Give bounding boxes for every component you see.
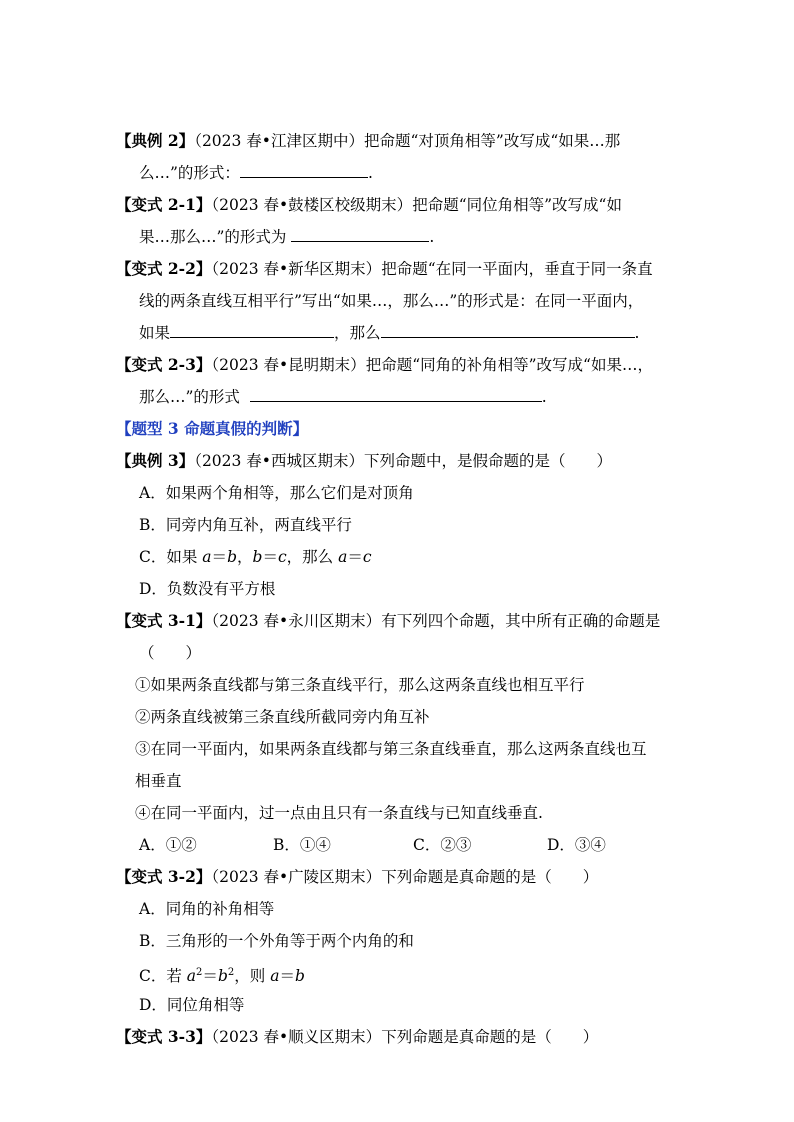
statement-4: ④在同一平面内，过一点由且只有一条直线与已知直线垂直. [135,804,543,822]
answer-blank-if[interactable] [170,322,334,338]
answer-blank[interactable] [240,162,368,178]
answer-blank[interactable] [250,386,542,402]
variant-3-2-option-a[interactable]: A．同角的补角相等 [139,900,275,918]
variant-3-1-tag: 【变式 3-1】 [116,611,212,630]
var-c: c [277,548,287,566]
example-3-source: （2023 春•西城区期末） [194,452,364,470]
variant-2-1-text: 把命题“同位角相等”改写成“如 [412,196,622,214]
var-b: b [227,548,237,566]
variant-2-2-source: （2023 春•新华区期末） [211,260,382,278]
equals: ＝ [211,548,228,566]
variant-2-1-line-1 [116,194,622,216]
variant-2-3-tag: 【变式 2-3】 [116,355,212,374]
then-text: ，那么 [286,548,339,566]
variant-2-3-line-2 [139,386,547,408]
variant-3-2-tag: 【变式 3-2】 [116,867,212,886]
option-c-prefix: C．若 [139,967,187,985]
equals: ＝ [262,548,278,566]
example-3-option-c[interactable] [139,546,372,568]
variant-3-3-source: （2023 春•顺义区期末） [211,1028,382,1046]
variant-2-1-line-2 [139,226,434,248]
variant-3-2-line-1 [116,866,598,888]
variant-3-3-tag: 【变式 3-3】 [116,1027,212,1046]
answer-blank-then[interactable] [381,322,635,338]
example-2-line-2 [139,162,373,184]
example-2-line-1 [116,130,620,152]
variant-3-1-option-a[interactable]: A．①② [139,836,197,854]
var-b: b [217,967,228,985]
variant-3-2-option-d[interactable]: D．同位角相等 [139,996,245,1014]
example-3-text: 下列命题中，是假命题的是（ ） [363,452,612,470]
variant-2-1-tag: 【变式 2-1】 [116,195,212,214]
period: . [367,164,373,182]
variant-2-2-line-3 [139,322,639,344]
variant-2-3-text-2: 那么…”的形式 [139,388,240,406]
variant-2-1-text-2: 果…那么…”的形式为 [139,228,287,246]
example-2-text-2: 么…”的形式： [139,164,240,182]
variant-3-2-option-b[interactable]: B．三角形的一个外角等于两个内角的和 [139,932,414,950]
var-a: a [270,967,280,985]
variant-2-2-line-2 [139,290,643,312]
variant-3-1-option-d[interactable]: D．③④ [547,836,606,854]
variant-2-2-tag: 【变式 2-2】 [116,259,212,278]
example-3-tag: 【典例 3】 [116,451,195,470]
period: . [541,388,547,406]
example-3-option-b[interactable]: B．同旁内角互补，两直线平行 [139,516,352,534]
variant-2-2-text-2: 线的两条直线互相平行”写出“如果…，那么…”的形式是：在同一平面内， [139,292,644,310]
variant-3-3-text: 下列命题是真命题的是（ ） [381,1028,599,1046]
var-a: a [202,548,212,566]
answer-blank[interactable] [291,226,429,242]
variant-2-2-then: ，那么 [334,324,381,342]
example-3-option-a[interactable]: A．如果两个角相等，那么它们是对顶角 [139,484,414,502]
period: . [429,228,435,246]
var-a: a [338,548,348,566]
exponent: 2 [196,967,203,978]
example-2-source: （2023 春•江津区期中） [194,132,364,150]
variant-2-2-line-1 [116,258,653,280]
comma: ， [237,548,253,566]
statement-1: ①如果两条直线都与第三条直线平行，那么这两条直线也相互平行 [135,676,585,694]
variant-2-2-text: 把命题“在同一平面内，垂直于同一条直 [381,260,653,278]
variant-3-1-option-b[interactable]: B．①④ [273,836,331,854]
statement-3-cont: 相垂直 [135,772,182,790]
statement-3: ③在同一平面内，如果两条直线都与第三条直线垂直，那么这两条直线也互 [135,740,647,758]
variant-3-3-line-1 [116,1026,598,1048]
period: . [634,324,640,342]
equals: ＝ [202,967,218,985]
var-b: b [294,967,305,985]
variant-3-1-text: 有下列四个命题，其中所有正确的命题是 [381,612,661,630]
example-2-tag: 【典例 2】 [116,131,195,150]
example-2-text: 把命题“对顶角相等”改写成“如果…那 [363,132,621,150]
variant-3-1-option-c[interactable]: C．②③ [413,836,472,854]
variant-2-2-if: 如果 [139,324,171,342]
variant-2-3-source: （2023 春•昆明期末） [211,356,366,374]
option-c-prefix: C．如果 [139,548,203,566]
variant-2-1-source: （2023 春•鼓楼区校级期末） [211,196,413,214]
variant-3-1-line-1 [116,610,660,632]
variant-3-2-source: （2023 春•广陵区期末） [211,868,382,886]
variant-2-3-line-1 [116,354,653,376]
var-a: a [186,967,197,985]
variant-3-1-answer-paren: （ ） [139,644,202,662]
statement-2: ②两条直线被第三条直线所截同旁内角互补 [135,708,430,726]
section-3-heading: 【题型 3 命题真假的判断】 [116,419,309,438]
variant-3-1-source: （2023 春•永川区期末） [211,612,382,630]
then-text: ，则 [234,967,271,985]
equals: ＝ [279,967,295,985]
variant-3-2-option-c[interactable] [139,962,305,987]
var-c: c [362,548,372,566]
var-b: b [252,548,263,566]
variant-3-2-text: 下列命题是真命题的是（ ） [381,868,599,886]
example-3-option-d[interactable]: D．负数没有平方根 [139,580,276,598]
variant-2-3-text: 把命题“同角的补角相等”改写成“如果…， [365,356,653,374]
example-3-line-1 [116,450,612,472]
exponent: 2 [227,967,235,978]
equals: ＝ [347,548,363,566]
